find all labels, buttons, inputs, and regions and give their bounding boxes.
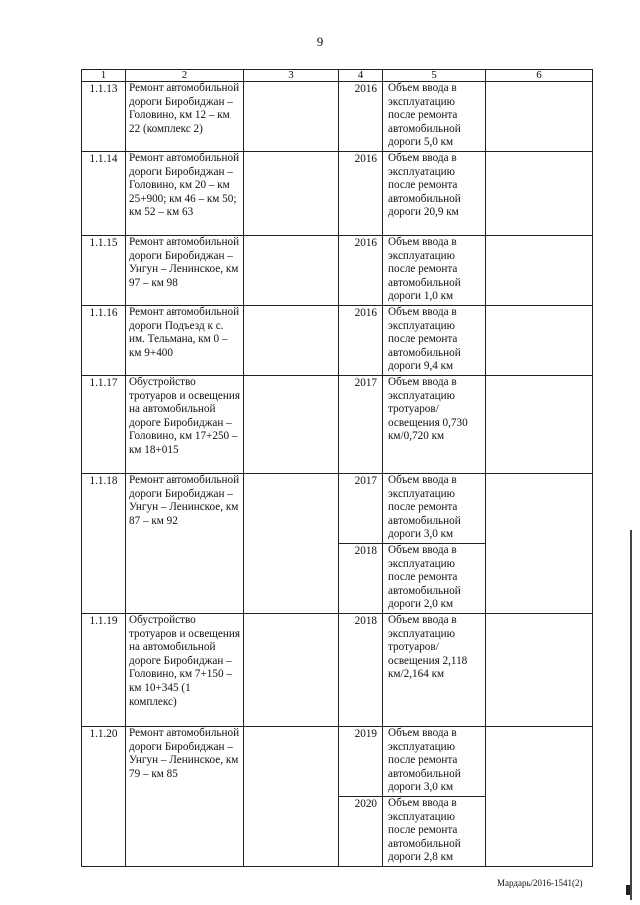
measure-name: Ремонт автомобильной дороги Биробиджан – Головино, км 12 – км 22 (комплекс 2) [126, 82, 244, 152]
table-row [82, 82, 593, 152]
result-indicator: Объем ввода в эксплуатацию тротуаров/ освещения 2,118 км/2,164 км [383, 614, 486, 727]
result-indicator: Объем ввода в эксплуатацию после ремонта автомобильной дороги 9,4 км [383, 306, 486, 376]
year: 2016 [339, 82, 383, 152]
column-number: 5 [383, 70, 486, 82]
result-indicator: Объем ввода в эксплуатацию после ремонта автомобильной дороги 3,0 км [383, 727, 486, 797]
year: 2016 [339, 152, 383, 236]
result-indicator: Объем ввода в эксплуатацию после ремонта автомобильной дороги 5,0 км [383, 82, 486, 152]
empty-cell [486, 236, 593, 306]
column-number: 3 [244, 70, 339, 82]
table-row [82, 152, 593, 236]
table-row [82, 614, 593, 727]
measure-name: Ремонт автомобильной дороги Биробиджан – Унгун – Ленинское, км 87 – км 92 [126, 474, 244, 614]
program-table [81, 69, 593, 867]
empty-cell [486, 614, 593, 727]
row-number: 1.1.17 [82, 376, 126, 474]
result-indicator: Объем ввода в эксплуатацию после ремонта автомобильной дороги 2,0 км [383, 544, 486, 614]
empty-cell [244, 236, 339, 306]
year: 2018 [339, 544, 383, 614]
empty-cell [244, 82, 339, 152]
table-row [82, 236, 593, 306]
row-number: 1.1.20 [82, 727, 126, 867]
empty-cell [486, 152, 593, 236]
result-indicator: Объем ввода в эксплуатацию тротуаров/ освещения 0,730 км/0,720 км [383, 376, 486, 474]
table-row [82, 474, 593, 544]
column-number-row [82, 70, 593, 82]
measure-name: Обустройство тротуаров и освещения на автомобильной дороге Биробиджан – Головино, км 17+250 – км 18+015 [126, 376, 244, 474]
measure-name: Ремонт автомобильной дороги Биробиджан – Головино, км 20 – км 25+900; км 46 – км 50; км 52 – км 63 [126, 152, 244, 236]
table-row [82, 306, 593, 376]
row-number: 1.1.19 [82, 614, 126, 727]
column-number: 1 [82, 70, 126, 82]
year: 2020 [339, 797, 383, 867]
result-indicator: Объем ввода в эксплуатацию после ремонта автомобильной дороги 1,0 км [383, 236, 486, 306]
row-number: 1.1.18 [82, 474, 126, 614]
measure-name: Обустройство тротуаров и освещения на автомобильной дороге Биробиджан – Головино, км 7+150 – км 10+345 (1 комплекс) [126, 614, 244, 727]
empty-cell [244, 727, 339, 867]
scan-edge-mark [626, 885, 630, 895]
measure-name: Ремонт автомобильной дороги Биробиджан – Унгун – Ленинское, км 97 – км 98 [126, 236, 244, 306]
empty-cell [244, 614, 339, 727]
empty-cell [244, 376, 339, 474]
year: 2019 [339, 727, 383, 797]
result-indicator: Объем ввода в эксплуатацию после ремонта автомобильной дороги 20,9 км [383, 152, 486, 236]
empty-cell [486, 376, 593, 474]
column-number: 6 [486, 70, 593, 82]
column-number: 2 [126, 70, 244, 82]
measure-name: Ремонт автомобильной дороги Биробиджан – Унгун – Ленинское, км 79 – км 85 [126, 727, 244, 867]
year: 2016 [339, 236, 383, 306]
year: 2017 [339, 474, 383, 544]
empty-cell [244, 306, 339, 376]
year: 2017 [339, 376, 383, 474]
empty-cell [244, 152, 339, 236]
row-number: 1.1.14 [82, 152, 126, 236]
row-number: 1.1.16 [82, 306, 126, 376]
page-number: 9 [316, 34, 324, 49]
row-number: 1.1.13 [82, 82, 126, 152]
scan-edge-line [630, 530, 632, 900]
year: 2018 [339, 614, 383, 727]
table-row [82, 376, 593, 474]
empty-cell [486, 727, 593, 867]
year: 2016 [339, 306, 383, 376]
empty-cell [486, 306, 593, 376]
empty-cell [486, 82, 593, 152]
measure-name: Ремонт автомобильной дороги Подъезд к с. им. Тельмана, км 0 – км 9+400 [126, 306, 244, 376]
column-number: 4 [339, 70, 383, 82]
empty-cell [244, 474, 339, 614]
document-footer-code: Мардарь/2016-1541(2) [497, 878, 583, 888]
result-indicator: Объем ввода в эксплуатацию после ремонта автомобильной дороги 3,0 км [383, 474, 486, 544]
table-row [82, 727, 593, 797]
empty-cell [486, 474, 593, 614]
row-number: 1.1.15 [82, 236, 126, 306]
result-indicator: Объем ввода в эксплуатацию после ремонта автомобильной дороги 2,8 км [383, 797, 486, 867]
